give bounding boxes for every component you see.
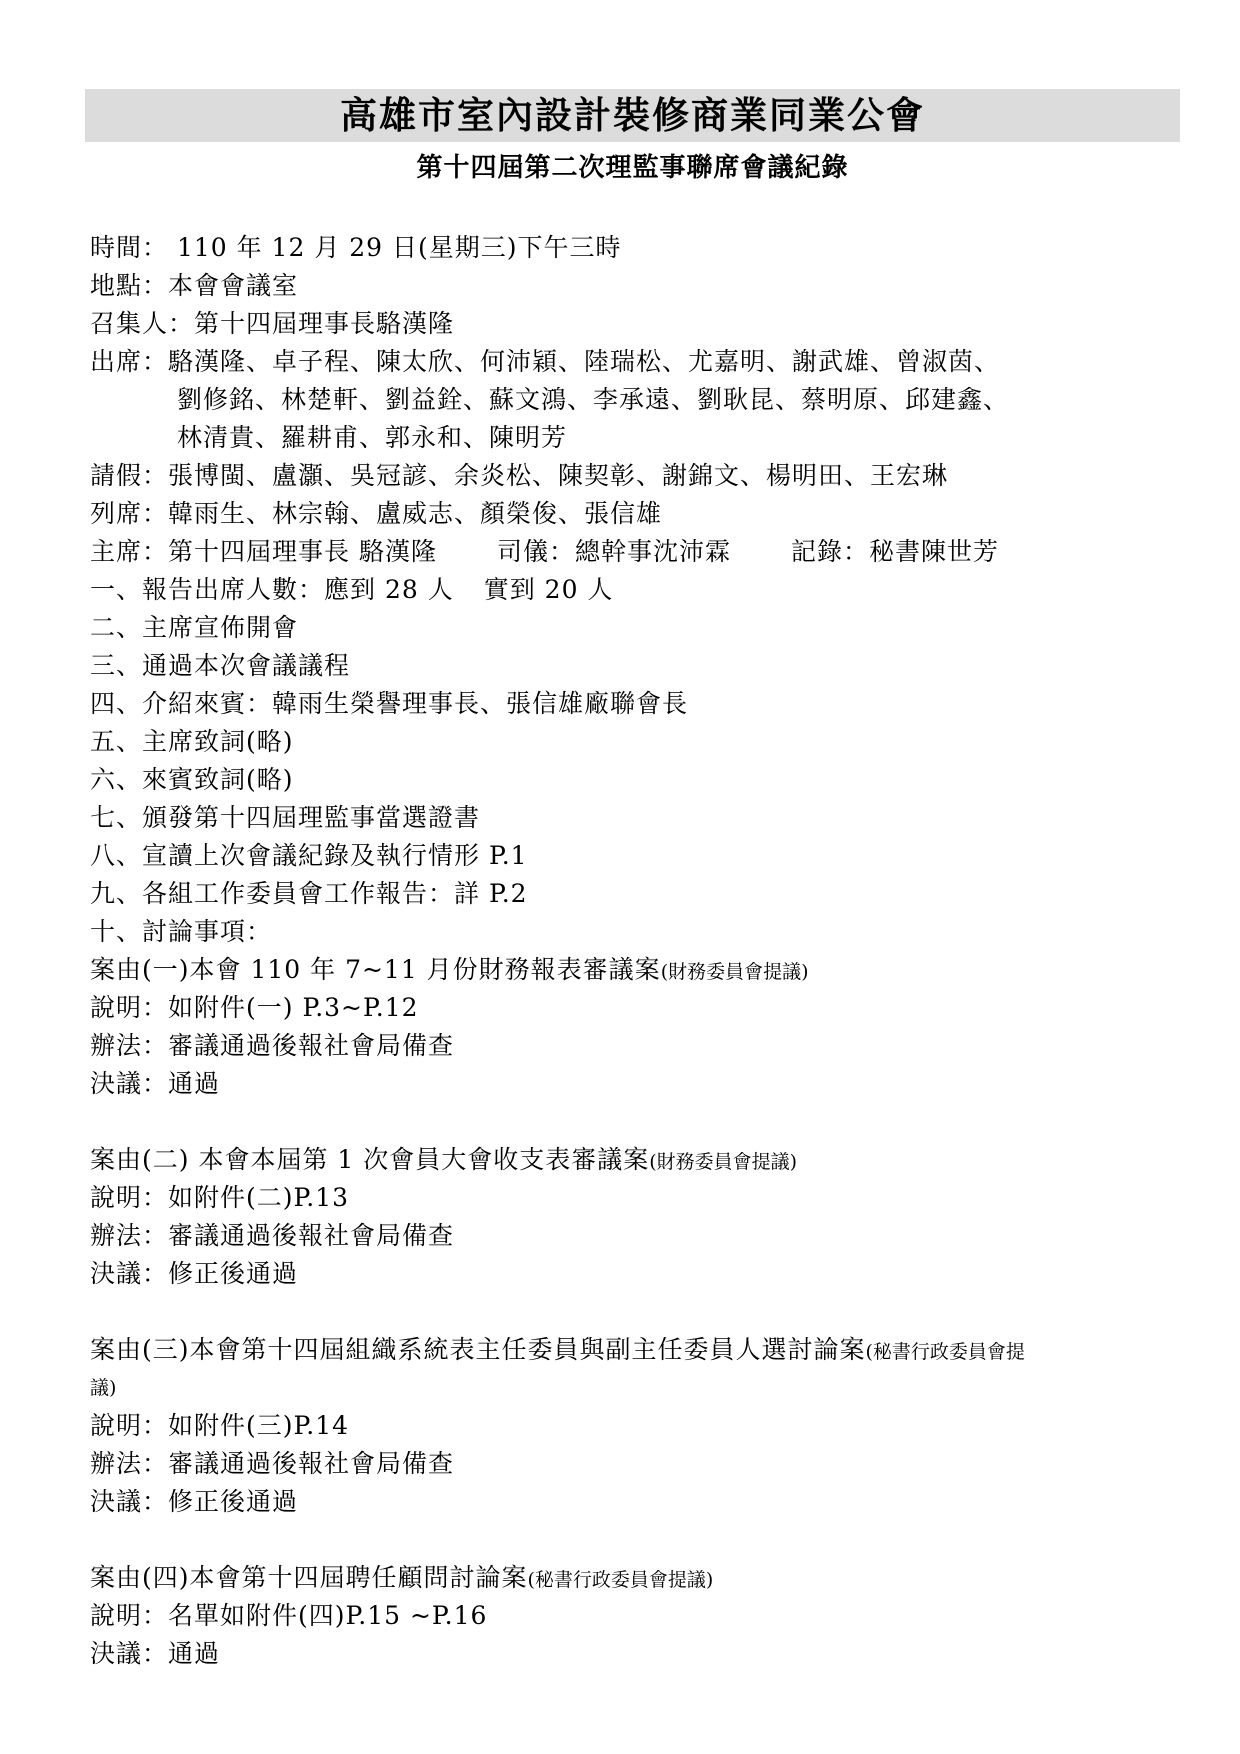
case-3-resolution: 決議：修正後通過 xyxy=(90,1487,299,1516)
meeting-time: 時間： 110 年 12 月 29 日(星期三)下午三時 xyxy=(90,233,622,262)
leave-list: 請假：張博閩、盧灝、吳冠諺、余炎松、陳契彰、謝錦文、楊明田、王宏琳 xyxy=(90,461,949,490)
document-subtitle: 第十四屆第二次理監事聯席會議紀錄 xyxy=(416,153,849,183)
officers-line xyxy=(90,535,999,569)
case-3-explanation: 說明：如附件(三)P.14 xyxy=(90,1411,350,1440)
observers-list: 列席：韓雨生、林宗翰、盧威志、顏榮俊、張信雄 xyxy=(90,499,663,528)
case-1-explanation: 說明：如附件(一) P.3~P.12 xyxy=(90,993,419,1022)
agenda-item-3: 三、通過本次會議議程 xyxy=(90,651,351,680)
agenda-item-1 xyxy=(90,573,613,607)
case-2-method: 辦法：審議通過後報社會局備查 xyxy=(90,1221,455,1250)
case-1-resolution: 決議：通過 xyxy=(90,1069,221,1098)
agenda-item-2: 二、主席宣佈開會 xyxy=(90,613,299,642)
case-proposer: (秘書行政委員會提 xyxy=(865,1341,1025,1363)
case-1-method: 辦法：審議通過後報社會局備查 xyxy=(90,1031,455,1060)
attendees-line-2: 劉修銘、林楚軒、劉益銓、蘇文鴻、李承遠、劉耿昆、蔡明原、邱建鑫、 xyxy=(177,385,1010,414)
case-1-title xyxy=(90,953,809,989)
case-2-title xyxy=(90,1143,797,1179)
agenda-item-1-actual: 實到 20 人 xyxy=(483,575,614,604)
case-title-text: 案由(四)本會第十四屆聘任顧問討論案 xyxy=(90,1563,528,1592)
case-proposer: (秘書行政委員會提議) xyxy=(527,1569,714,1591)
case-2-explanation: 說明：如附件(二)P.13 xyxy=(90,1183,350,1212)
attendees-line-1: 出席：駱漢隆、卓子程、陳太欣、何沛穎、陸瑞松、尤嘉明、謝武雄、曾淑茵、 xyxy=(90,347,1001,376)
case-4-explanation: 說明：名單如附件(四)P.15 ~P.16 xyxy=(90,1601,488,1630)
agenda-item-4: 四、介紹來賓：韓雨生榮譽理事長、張信雄廠聯會長 xyxy=(90,689,689,718)
agenda-item-6: 六、來賓致詞(略) xyxy=(90,765,294,794)
agenda-item-1-expected: 一、報告出席人數：應到 28 人 xyxy=(90,575,454,604)
master-of-ceremonies: 司儀：總幹事沈沛霖 xyxy=(496,537,731,566)
case-2-resolution: 決議：修正後通過 xyxy=(90,1259,299,1288)
case-title-text: 案由(一)本會 110 年 7~11 月份財務報表審議案 xyxy=(90,955,661,984)
case-proposer: (財務委員會提議) xyxy=(649,1151,798,1173)
attendees-line-3: 林清貴、羅耕甫、郭永和、陳明芳 xyxy=(177,423,568,452)
agenda-item-10: 十、討論事項： xyxy=(90,917,273,946)
recorder: 記錄：秘書陳世芳 xyxy=(790,537,999,566)
case-title-text: 案由(三)本會第十四屆組織系統表主任委員與副主任委員人選討論案 xyxy=(90,1335,866,1364)
case-3-proposer-continued: 議) xyxy=(90,1377,117,1399)
meeting-convener: 召集人：第十四屆理事長駱漢隆 xyxy=(90,309,455,338)
case-proposer: (財務委員會提議) xyxy=(660,961,809,983)
meeting-place: 地點：本會會議室 xyxy=(90,271,299,300)
case-3-title xyxy=(90,1333,1025,1369)
agenda-item-8: 八、宣讀上次會議紀錄及執行情形 P.1 xyxy=(90,841,528,870)
chair: 主席：第十四屆理事長 駱漢隆 xyxy=(90,537,437,566)
agenda-item-5: 五、主席致詞(略) xyxy=(90,727,294,756)
case-4-title xyxy=(90,1561,713,1597)
agenda-item-7: 七、頒發第十四屆理監事當選證書 xyxy=(90,803,481,832)
case-title-text: 案由(二) 本會本屆第 1 次會員大會收支表審議案 xyxy=(90,1145,650,1174)
document-title: 高雄市室內設計裝修商業同業公會 xyxy=(340,93,925,137)
case-4-resolution: 決議：通過 xyxy=(90,1639,221,1668)
case-3-method: 辦法：審議通過後報社會局備查 xyxy=(90,1449,455,1478)
agenda-item-9: 九、各組工作委員會工作報告：詳 P.2 xyxy=(90,879,528,908)
